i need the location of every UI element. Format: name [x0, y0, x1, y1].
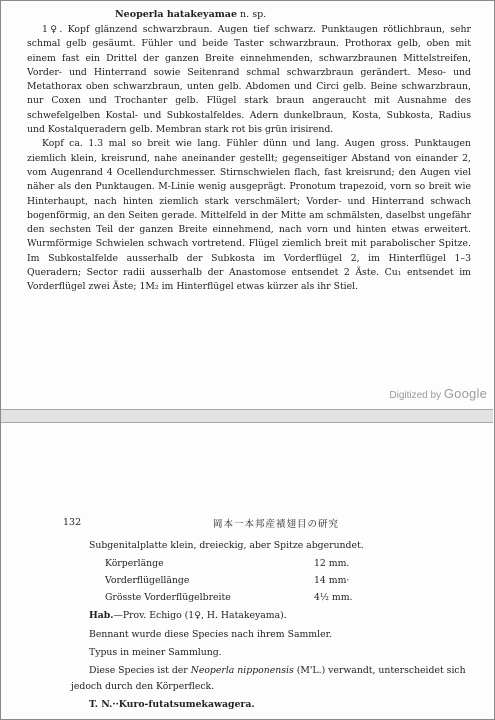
measurement-label: Vorderflügellänge [105, 575, 190, 586]
measurement-value: 12 mm. [314, 558, 350, 569]
watermark-prefix: Digitized by [389, 390, 442, 401]
measurement-label: Grösste Vorderflügelbreite [105, 592, 231, 603]
comparison-line [89, 665, 466, 676]
species-suffix: n. sp. [240, 9, 267, 20]
habitat-label: Hab. [89, 610, 114, 621]
description-paragraph-2: Kopf ca. 1.3 mal so breit wie lang. Fühler dünn und lang. Augen gross. Punktaugen ziemlich klein, kreisrund, nahe aneinander gestellt; gegenseitiger Abstand von einander 2, vom Augenrand 4 Ocellendurchmesser. Stirnschwielen flach, fast kreisrund; den Augen viel näher als den Punktaugen. M-Linie wenig ausgeprägt. Pronotum trapezoid, vorn so breit wie Hinterhaupt, nach hinten ziemlich stark verschmälert; Vorder- und Hinterrand schwach bogenförmig, an den Seiten gerade. Mittelfeld in der Mitte am schmälsten, daselbst ungefähr den sechsten Teil der ganzen Breite einnehmend, nach vorn und hinten etwas erweitert. Wurmförmige Schwielen schwach vortretend. Flügel ziemlich breit mit parabolischer Spitze. Im Subkostalfelde ausserhalb der Subkosta im Vorderflügel 2, im Hinterflügel 1–3 Queradern; Sector radii ausserhalb der Anastomose entsendet 2 Äste. Cu₁ entsendet im Vorderflügel zwei Äste; 1M₂ im Hinterflügel etwas kürzer als ihr Stiel. [27, 138, 471, 293]
description-paragraph-1: 1♀. Kopf glänzend schwarzbraun. Augen tief schwarz. Punktaugen rötlichbraun, sehr schmal gelb gesäumt. Fühler und beide Taster schwarzbraun. Prothorax gelb, oben mit einem fast ein Drittel der ganzen Breite einnehmenden, schwarzbraunen Mittelstreifen, Vorder- und Hinterrand sowie Seitenrand schmal schwarzbraun gerändert. Meso- und Metathorax oben schwarzbraun, unten gelb. Abdomen und Circi gelb. Beine schwarzbraun, nur Coxen und Trochanter gelb. Flügel stark braun angeraucht mit Ausnahme des schwefelgelben Kostal- und Subkostalfeldes. Adern dunkelbraun, Kosta, Subkosta, Radius und Kostalqueradern gelb. Membran stark rot bis grün irisirend. [27, 24, 471, 136]
running-header: 岡本一本邦産襀翅目の研究 [213, 519, 340, 530]
habitat-text: —Prov. Echigo (1♀, H. Hatakeyama). [113, 610, 287, 621]
measurement-value: 4½ mm. [314, 592, 353, 603]
measurement-label: Körperlänge [105, 558, 164, 569]
measurement-value: 14 mm· [314, 575, 350, 586]
subgenital-line: Subgenitalplatte klein, dreieckig, aber Spitze abgerundet. [89, 540, 364, 551]
habitat-line [89, 610, 287, 621]
comparison-suffix: (M'L.) verwandt, unterscheidet sich [296, 665, 466, 676]
page-number: 132 [63, 517, 82, 528]
document-page-top [1, 1, 493, 409]
digitized-watermark [389, 386, 487, 401]
watermark-brand: Google [443, 386, 487, 401]
named-after-line: Bennant wurde diese Species nach ihrem Sammler. [89, 629, 332, 640]
comparison-prefix: Diese Species ist der [89, 665, 188, 676]
document-page-bottom [1, 423, 493, 719]
species-name: Neoperla hatakeyamae [115, 9, 237, 20]
japanese-name-line: T. N.··Kuro-futatsumekawagera. [89, 699, 255, 710]
species-title [115, 9, 266, 20]
comparison-species: Neoperla nipponensis [190, 665, 294, 676]
comparison-continuation: jedoch durch den Körperfleck. [71, 681, 215, 692]
description-body [27, 23, 471, 295]
page-divider [1, 409, 493, 423]
typus-line: Typus in meiner Sammlung. [89, 647, 222, 658]
